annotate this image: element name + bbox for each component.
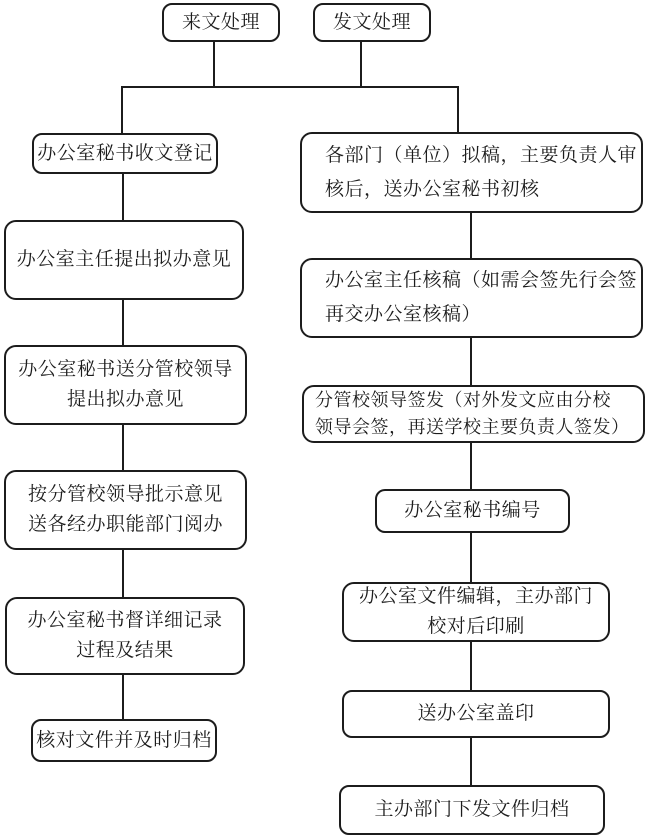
node-label: 发文处理	[332, 11, 411, 33]
connector-r3-r4	[470, 443, 472, 489]
node-label-line2: 提出拟办意见	[66, 389, 184, 410]
connector-right-branch-down	[457, 86, 459, 132]
node-office-seal	[342, 690, 610, 738]
connector-split-horizontal	[121, 86, 459, 88]
node-office-director-check-draft	[300, 258, 643, 338]
node-label-line2: 校对后印刷	[427, 616, 525, 637]
node-label-line1: 办公室秘书督详细记录	[27, 610, 223, 631]
node-receive-register	[32, 133, 218, 174]
node-label-line2: 送各经办职能部门阅办	[27, 514, 223, 535]
connector-r2-r3	[470, 338, 472, 385]
node-forward-per-leader-instructions	[4, 470, 247, 550]
node-label: 办公室秘书编号	[404, 500, 541, 521]
connector-r6-r7	[470, 738, 472, 785]
node-label: 办公室主任提出拟办意见	[16, 249, 232, 270]
node-send-school-leader-opinion	[4, 345, 247, 425]
node-label: 办公室秘书收文登记	[37, 142, 213, 164]
node-label: 送办公室盖印	[417, 703, 535, 724]
connector-l4-l5	[122, 550, 124, 597]
node-incoming-title	[162, 3, 280, 42]
connector-r5-r6	[470, 642, 472, 690]
connector-l3-l4	[122, 425, 124, 470]
node-label-line1: 办公室主任核稿（如需会签先行会签	[325, 270, 638, 291]
node-leader-signoff	[302, 385, 645, 443]
node-label: 来文处理	[181, 11, 260, 33]
connector-outgoing-title-down	[360, 42, 362, 88]
connector-l5-l6	[122, 675, 124, 719]
node-label-line2: 过程及结果	[76, 640, 174, 661]
connector-left-branch-down	[121, 86, 123, 133]
node-label-line1: 分管校领导签发（对外发文应由分校	[315, 390, 611, 410]
node-label: 核对文件并及时归档	[36, 729, 212, 751]
node-label-line1: 办公室文件编辑，主办部门	[358, 586, 593, 607]
node-label-line2: 核后，送办公室秘书初核	[325, 178, 540, 200]
connector-r4-r5	[470, 533, 472, 582]
node-verify-and-archive	[31, 719, 217, 762]
node-label-line1: 各部门（单位）拟稿，主要负责人审	[325, 144, 638, 166]
node-label-line1: 按分管校领导批示意见	[27, 484, 223, 505]
node-label-line1: 办公室秘书送分管校领导	[18, 359, 233, 380]
connector-l2-l3	[122, 300, 124, 345]
node-edit-proofread-print	[342, 582, 610, 642]
connector-incoming-title-down	[213, 42, 215, 88]
node-record-process-results	[5, 597, 245, 675]
node-label-line2: 再交办公室核稿）	[325, 304, 482, 325]
connector-r1-r2	[470, 213, 472, 258]
node-director-draft-opinion	[4, 220, 244, 300]
connector-l1-l2	[122, 174, 124, 220]
node-secretary-numbering	[375, 489, 570, 533]
node-outgoing-title	[313, 3, 431, 42]
node-department-draft-review	[300, 132, 643, 213]
node-distribute-and-archive	[339, 785, 605, 835]
node-label: 主办部门下发文件归档	[374, 799, 570, 820]
node-label-line2: 领导会签，再送学校主要负责人签发）	[315, 417, 630, 437]
